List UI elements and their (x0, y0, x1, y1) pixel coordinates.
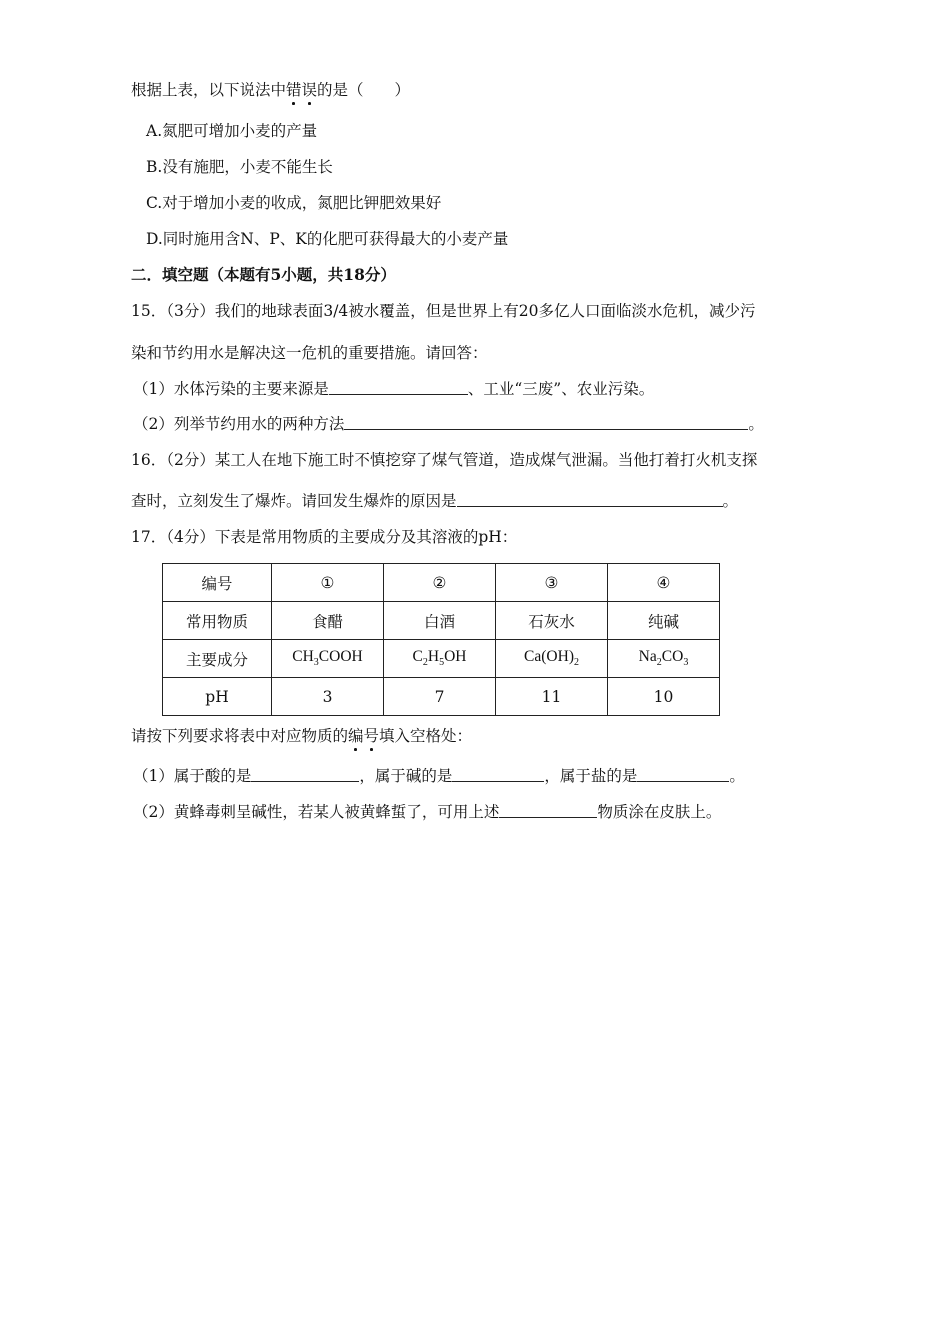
table-cell: 11 (496, 678, 608, 716)
table-cell: 主要成分 (163, 640, 272, 678)
table-row (163, 602, 720, 640)
table-row (163, 678, 720, 716)
table-cell: 白酒 (384, 602, 496, 640)
option-b: B.没有施肥，小麦不能生长 (146, 158, 333, 176)
intro-text-end: 的是（ ） (317, 81, 411, 99)
q15-line2: 染和节约用水是解决这一危机的重要措施。请回答： (131, 344, 488, 362)
emphasis-char: 错 (286, 81, 302, 99)
formula-cell: $C_2H_5OH$ (384, 640, 496, 678)
option-a: A.氮肥可增加小麦的产量 (146, 122, 318, 140)
answer-blank[interactable] (329, 379, 468, 395)
table-cell: 纯碱 (608, 602, 720, 640)
table-cell: ④ (608, 564, 720, 602)
q17-line1: 17．（4分）下表是常用物质的主要成分及其溶液的pH： (131, 528, 518, 546)
option-c: C.对于增加小麦的收成，氮肥比钾肥效果好 (146, 194, 442, 212)
answer-blank[interactable] (637, 766, 729, 782)
table-cell: ③ (496, 564, 608, 602)
table-cell: 7 (384, 678, 496, 716)
option-d: D.同时施用含N、P、K的化肥可获得最大的小麦产量 (146, 230, 509, 248)
q17-instruction: 请按下列要求将表中对应物质的编号填入空格处： (131, 727, 473, 745)
table-cell: ② (384, 564, 496, 602)
q17-sub1: （1）属于酸的是 ，属于碱的是 ，属于盐的是 。 (133, 767, 745, 785)
emphasis-char: 编 (348, 727, 364, 745)
table-cell: 10 (608, 678, 720, 716)
formula-cell: $Ca(OH)_2$ (496, 640, 608, 678)
intro-question (131, 80, 410, 100)
table-cell: 石灰水 (496, 602, 608, 640)
answer-blank[interactable] (457, 491, 723, 507)
answer-blank[interactable] (251, 766, 359, 782)
q15-sub1: （1）水体污染的主要来源是 、工业“三废”、农业污染。 (133, 380, 655, 398)
q15-line1: 15．（3分）我们的地球表面3/4被水覆盖，但是世界上有20多亿人口面临淡水危机，减少污 (131, 302, 756, 320)
section-heading: 二．填空题（本题有5小题，共18分） (131, 265, 396, 284)
emphasis-char: 号 (363, 727, 380, 745)
table-cell: 常用物质 (163, 602, 272, 640)
answer-blank[interactable] (452, 766, 544, 782)
formula-cell: $Na_2CO_3$ (608, 640, 720, 678)
table-row (163, 640, 720, 678)
table-cell: 编号 (163, 564, 272, 602)
q16-line2: 查时，立刻发生了爆炸。请回发生爆炸的原因是 。 (131, 492, 739, 510)
table-row (163, 564, 720, 602)
q17-sub2: （2）黄蜂毒刺呈碱性，若某人被黄蜂蜇了，可用上述 物质涂在皮肤上。 (133, 803, 722, 821)
table-cell: ① (272, 564, 384, 602)
table-cell: 3 (272, 678, 384, 716)
answer-blank[interactable] (499, 802, 597, 818)
q16-line1: 16．（2分）某工人在地下施工时不慎挖穿了煤气管道，造成煤气泄漏。当他打着打火机支探 (131, 451, 758, 469)
table-cell: pH (163, 678, 272, 716)
q15-sub2: （2）列举节约用水的两种方法 。 (133, 415, 764, 433)
emphasis-char: 误 (301, 81, 318, 99)
intro-text: 根据上表，以下说法中 (131, 81, 287, 99)
answer-blank[interactable] (344, 414, 748, 430)
substance-table (162, 563, 720, 716)
formula-cell: $CH_3COOH$ (272, 640, 384, 678)
table-cell: 食醋 (272, 602, 384, 640)
